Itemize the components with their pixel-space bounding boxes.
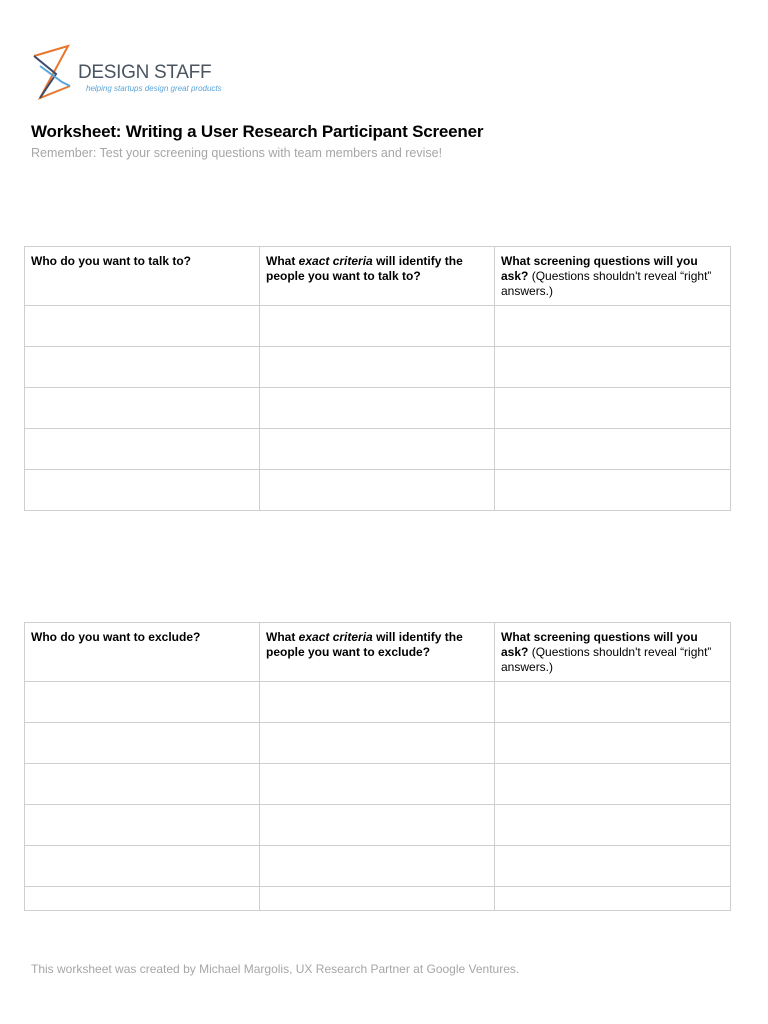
header-criteria	[260, 623, 495, 682]
questions-cell[interactable]	[495, 723, 731, 764]
header-criteria-post: will identify the people you want to talk to?	[266, 254, 463, 283]
header-questions-bold: What screening questions will you ask?	[501, 630, 698, 659]
header-questions	[495, 623, 731, 682]
criteria-cell[interactable]	[260, 764, 495, 805]
questions-cell[interactable]	[495, 682, 731, 723]
criteria-cell[interactable]	[260, 805, 495, 846]
design-staff-logo-mark-icon	[32, 42, 72, 102]
talk-to-table	[24, 246, 731, 511]
table-row	[25, 347, 731, 388]
criteria-cell[interactable]	[260, 846, 495, 887]
criteria-cell[interactable]	[260, 887, 495, 911]
questions-cell[interactable]	[495, 470, 731, 511]
who-cell[interactable]	[25, 429, 260, 470]
header-criteria-emphasis: exact criteria	[298, 630, 373, 644]
exclude-cell[interactable]	[25, 723, 260, 764]
criteria-cell[interactable]	[260, 682, 495, 723]
questions-cell[interactable]	[495, 887, 731, 911]
exclude-table	[24, 622, 731, 911]
table-row	[25, 887, 731, 911]
questions-cell[interactable]	[495, 388, 731, 429]
table-header-row	[25, 247, 731, 306]
table-row	[25, 470, 731, 511]
who-cell[interactable]	[25, 470, 260, 511]
header-exclude	[25, 623, 260, 682]
page-title: Worksheet: Writing a User Research Participant Screener	[31, 122, 484, 141]
footer-credit: This worksheet was created by Michael Margolis, UX Research Partner at Google Ventures.	[31, 962, 520, 976]
criteria-cell[interactable]	[260, 388, 495, 429]
header-who	[25, 247, 260, 306]
header-questions-note: (Questions shouldn't reveal “right” answers.)	[501, 645, 712, 674]
criteria-cell[interactable]	[260, 470, 495, 511]
header-criteria-emphasis: exact criteria	[298, 254, 373, 268]
table-header-row	[25, 623, 731, 682]
table-row	[25, 388, 731, 429]
header-who-label: Who do you want to talk to?	[31, 254, 191, 268]
questions-cell[interactable]	[495, 429, 731, 470]
who-cell[interactable]	[25, 388, 260, 429]
table-row	[25, 306, 731, 347]
criteria-cell[interactable]	[260, 723, 495, 764]
table-row	[25, 682, 731, 723]
header-questions	[495, 247, 731, 306]
header-criteria	[260, 247, 495, 306]
exclude-cell[interactable]	[25, 887, 260, 911]
criteria-cell[interactable]	[260, 347, 495, 388]
logo-brand-name: DESIGN STAFF	[78, 62, 212, 83]
table-row	[25, 764, 731, 805]
header-criteria-pre: What	[266, 630, 299, 644]
criteria-cell[interactable]	[260, 429, 495, 470]
questions-cell[interactable]	[495, 764, 731, 805]
exclude-cell[interactable]	[25, 682, 260, 723]
logo-tagline: helping startups design great products	[86, 84, 222, 93]
table-row	[25, 429, 731, 470]
exclude-cell[interactable]	[25, 764, 260, 805]
header-questions-bold: What screening questions will you ask?	[501, 254, 698, 283]
header-criteria-post: will identify the people you want to exclude?	[266, 630, 463, 659]
questions-cell[interactable]	[495, 805, 731, 846]
criteria-cell[interactable]	[260, 306, 495, 347]
design-staff-logo	[32, 42, 232, 102]
who-cell[interactable]	[25, 347, 260, 388]
header-criteria-pre: What	[266, 254, 299, 268]
questions-cell[interactable]	[495, 347, 731, 388]
exclude-cell[interactable]	[25, 805, 260, 846]
table-row	[25, 846, 731, 887]
questions-cell[interactable]	[495, 846, 731, 887]
table-row	[25, 723, 731, 764]
table-row	[25, 805, 731, 846]
header-exclude-label: Who do you want to exclude?	[31, 630, 201, 644]
who-cell[interactable]	[25, 306, 260, 347]
questions-cell[interactable]	[495, 306, 731, 347]
exclude-cell[interactable]	[25, 846, 260, 887]
header-questions-note: (Questions shouldn't reveal “right” answers.)	[501, 269, 712, 298]
page-subtitle: Remember: Test your screening questions with team members and revise!	[31, 146, 443, 160]
